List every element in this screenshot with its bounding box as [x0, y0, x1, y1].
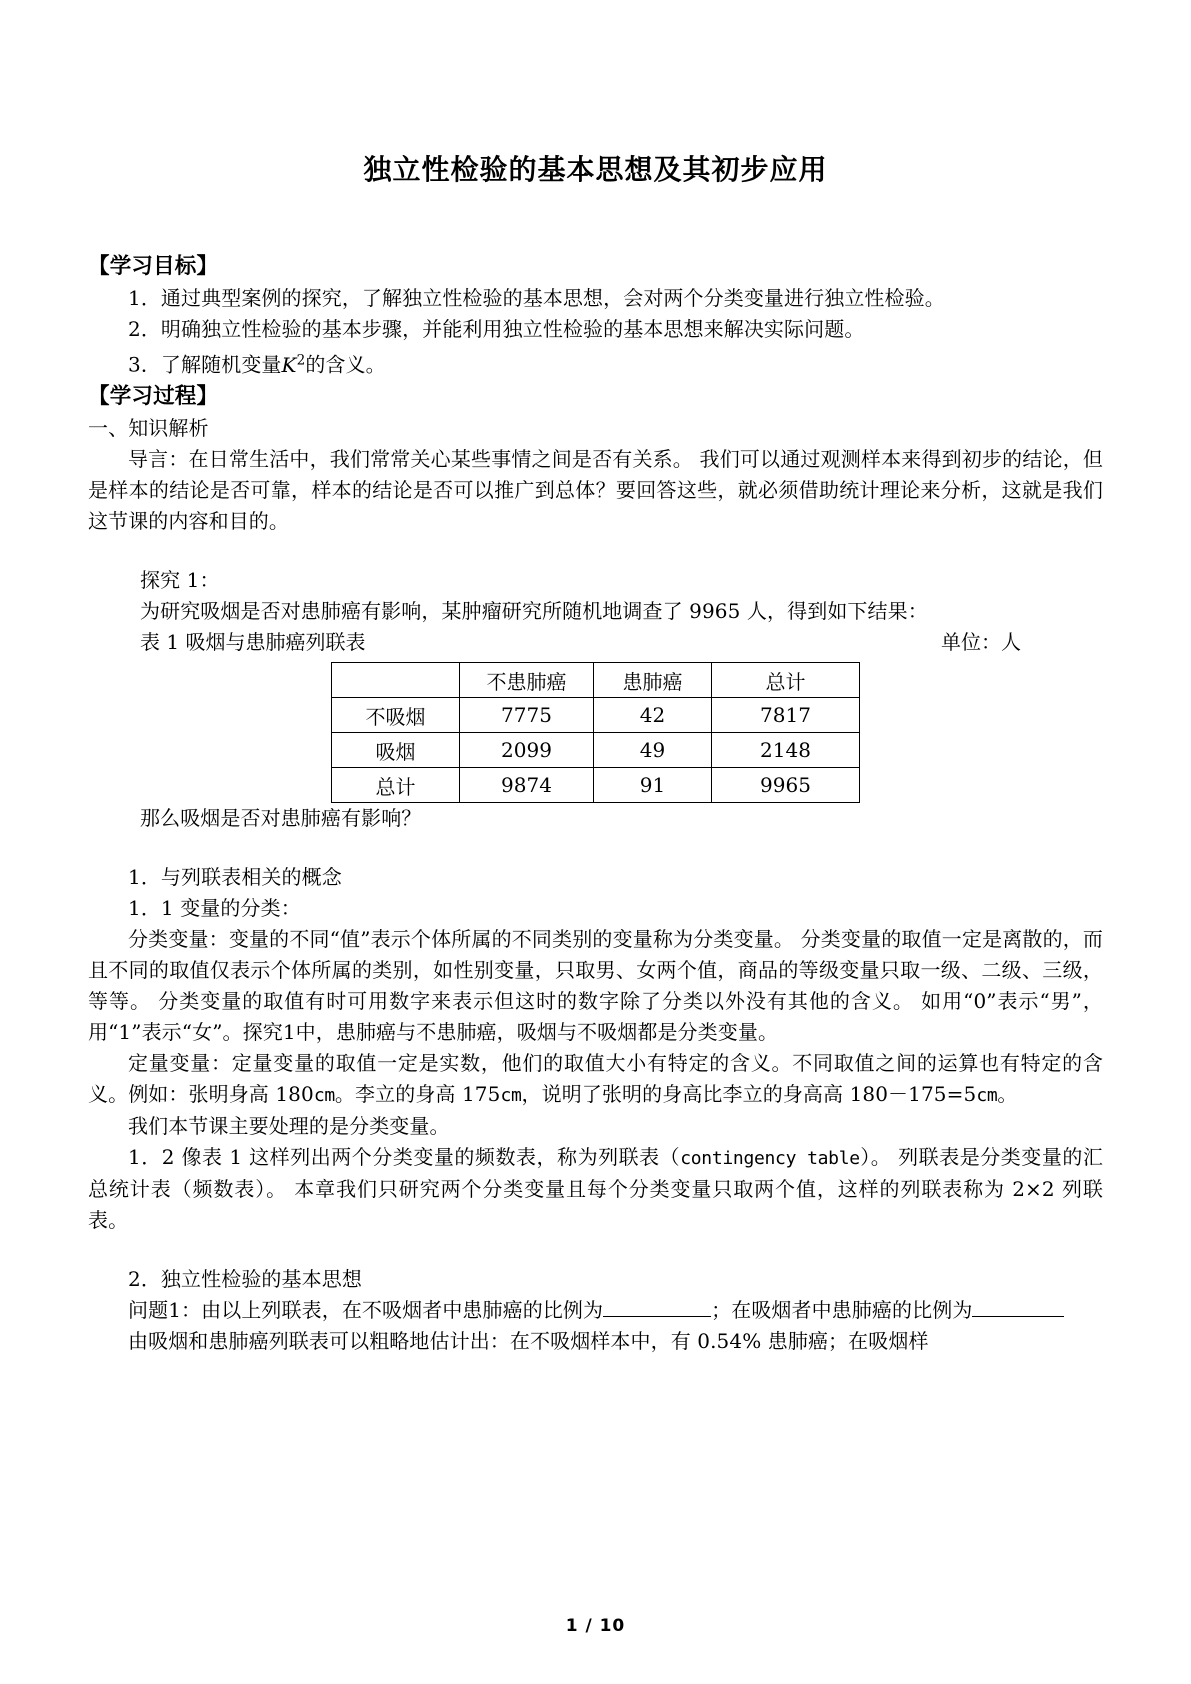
spacer-before-concepts — [88, 834, 1103, 862]
question-1 — [88, 1295, 1103, 1326]
definition-text-2: ）。 列联表是分类变量的汇总统计表（频数表）。 本章我们只研究两个分类变量且每个分类变量只取两个值，这样的列联表称为 2×2 列联表。 — [88, 1145, 1103, 1233]
objective-item-2: 2．明确独立性检验的基本步骤，并能利用独立性检验的基本思想来解决实际问题。 — [128, 317, 865, 342]
inquiry-label: 探究 1： — [140, 568, 220, 593]
estimate-paragraph: 由吸烟和患肺癌列联表可以粗略地估计出：在不吸烟样本中，有 0.54% 患肺癌；在吸烟样 — [128, 1329, 929, 1354]
cell-smoker-cancer: 49 — [594, 733, 712, 768]
question-1-text-2: ；在吸烟者中患肺癌的比例为 — [711, 1298, 973, 1323]
table-header-cancer: 患肺癌 — [594, 663, 712, 698]
quantitative-text-1: 定量变量：定量变量的取值一定是实数，他们的取值大小有特定的含义。不同取值之间的运算也有特定的含义。例如：张明身高 180 — [88, 1051, 1103, 1107]
row-label-total: 总计 — [332, 768, 460, 803]
row-label-nonsmoker: 不吸烟 — [332, 698, 460, 733]
quantitative-text-4: 。 — [997, 1082, 1018, 1107]
spacer-before-inquiry — [88, 537, 1103, 565]
table-header-total: 总计 — [712, 663, 860, 698]
inquiry-prompt: 为研究吸烟是否对患肺癌有影响，某肿瘤研究所随机地调查了 9965 人，得到如下结果： — [140, 599, 928, 624]
table-header-no-cancer: 不患肺癌 — [460, 663, 594, 698]
cell-nonsmoker-total: 7817 — [712, 698, 860, 733]
concepts-heading: 1．与列联表相关的概念 — [128, 865, 342, 890]
document-body — [88, 251, 1103, 1357]
table-caption: 表 1 吸烟与患肺癌列联表 — [140, 630, 366, 655]
objective-item-3 — [88, 345, 1103, 381]
learning-objectives-heading: 【学习目标】 — [88, 254, 219, 280]
definition-text-1: 1．2 像表 1 这样列出两个分类变量的频数表，称为列联表（ — [128, 1145, 681, 1170]
table-unit: 单位：人 — [941, 630, 1021, 655]
page-title: 独立性检验的基本思想及其初步应用 — [363, 153, 828, 186]
quantitative-text-3: ，说明了张明的身高比李立的身高高 180－175=5 — [521, 1082, 977, 1107]
unit-cm-3: cm — [976, 1085, 998, 1107]
cell-total-no-cancer: 9874 — [460, 768, 594, 803]
table-header-row — [332, 663, 860, 698]
inquiry-question: 那么吸烟是否对患肺癌有影响？ — [140, 806, 422, 831]
learning-process-heading: 【学习过程】 — [88, 384, 219, 410]
answer-blank-nonsmoker[interactable] — [603, 1316, 711, 1317]
unit-cm-1: cm — [313, 1085, 335, 1107]
cell-smoker-total: 2148 — [712, 733, 860, 768]
cell-total-cancer: 91 — [594, 768, 712, 803]
unit-cm-2: cm — [500, 1085, 522, 1107]
table-header-corner — [332, 663, 460, 698]
quantitative-variable-paragraph — [88, 1048, 1103, 1111]
row-label-smoker: 吸烟 — [332, 733, 460, 768]
question-1-text-1: 问题1：由以上列联表，在不吸烟者中患肺癌的比例为 — [128, 1298, 604, 1323]
table-row — [332, 733, 860, 768]
table-caption-row — [88, 627, 1103, 658]
cell-nonsmoker-cancer: 42 — [594, 698, 712, 733]
cell-nonsmoker-no-cancer: 7775 — [460, 698, 594, 733]
title-spacer — [88, 189, 1103, 251]
concepts-sub1-heading: 1．1 变量的分类： — [128, 896, 301, 921]
intro-paragraph: 导言：在日常生活中，我们常常关心某些事情之间是否有关系。 我们可以通过观测样本来得到初步的结论，但是样本的结论是否可靠，样本的结论是否可以推广到总体？要回答这些，就必须借助统计理论来分析，这就是我们这节课的内容和目的。 — [88, 447, 1103, 534]
contingency-table-definition — [88, 1142, 1103, 1236]
spacer-before-independence — [88, 1236, 1103, 1264]
random-variable-k: $K^2$ — [281, 352, 306, 378]
cell-smoker-no-cancer: 2099 — [460, 733, 594, 768]
page-number: 1 / 10 — [565, 1616, 626, 1636]
contingency-table — [331, 662, 860, 803]
contingency-table-term: contingency table — [680, 1148, 860, 1170]
cell-grand-total: 9965 — [712, 768, 860, 803]
knowledge-analysis-subheading: 一、知识解析 — [88, 416, 209, 441]
independence-heading: 2．独立性检验的基本思想 — [128, 1267, 362, 1292]
quantitative-text-2: 。李立的身高 175 — [334, 1082, 501, 1107]
categorical-variable-paragraph: 分类变量：变量的不同“值”表示个体所属的不同类别的变量称为分类变量。 分类变量的取值一定是离散的，而且不同的取值仅表示个体所属的类别，如性别变量，只取男、女两个值，商品的等级变量只取一级、二级、三级，等等。 分类变量的取值有时可用数字来表示但这时的数字除了分类以外没有其他的含义。 如用“0”表示“男”，用“1”表示“女”。探究1中，患肺癌与不患肺癌，吸烟与不吸烟都是分类变量。 — [88, 927, 1103, 1045]
objective-item-1: 1．通过典型案例的探究，了解独立性检验的基本思想，会对两个分类变量进行独立性检验。 — [128, 286, 945, 311]
answer-blank-smoker[interactable] — [972, 1316, 1064, 1317]
objective-item-3-text: 3．了解随机变量 — [128, 353, 282, 378]
table-row — [332, 698, 860, 733]
objective-item-3-tail: 的含义。 — [305, 353, 386, 378]
lesson-note: 我们本节课主要处理的是分类变量。 — [128, 1114, 450, 1139]
table-row — [332, 768, 860, 803]
